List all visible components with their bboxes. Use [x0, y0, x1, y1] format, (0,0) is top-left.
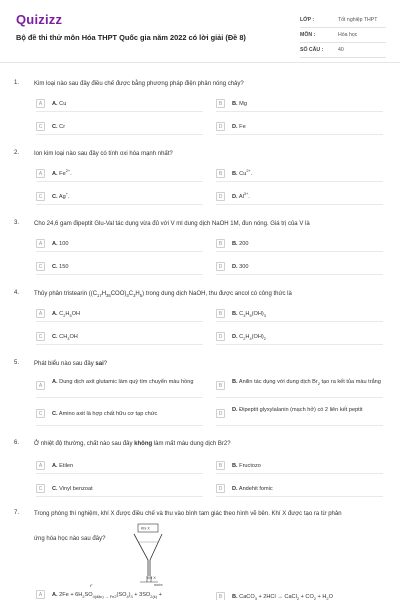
option-a-text: A. $2Fe + 6H_2SO_{4(đặc) \to Fe2}(SO_4)_3 + 3SO_{2(k)}$ + — [52, 592, 162, 600]
option-a-text: Dung dịch axit glutamic làm quỳ tím chuyển màu hồng — [59, 379, 194, 385]
option-letter: C. — [52, 264, 58, 270]
option-b-checkbox[interactable]: B — [216, 239, 225, 248]
option-d-text: Fe — [239, 124, 246, 130]
option-c-checkbox[interactable]: C — [36, 122, 45, 131]
option-b[interactable] — [216, 238, 383, 252]
option-c[interactable] — [36, 191, 203, 205]
question-text: Ion kim loại nào sau đây có tính oxi hóa mạnh nhất? — [34, 151, 173, 157]
option-b-checkbox[interactable]: B — [216, 99, 225, 108]
option-a-checkbox[interactable]: A — [36, 461, 45, 470]
question-number: 3. — [14, 220, 20, 226]
option-c-text: 150 — [59, 264, 69, 270]
document-title: Bộ đề thi thử môn Hóa THPT Quốc gia năm 2022 có lời giải (Đề 8) — [16, 33, 246, 42]
meta-class-row — [300, 14, 386, 28]
option-d-text: D. $C_2H_4(OH)_2$ — [232, 334, 266, 342]
meta-count-row — [300, 44, 386, 58]
option-a-checkbox[interactable]: A — [36, 239, 45, 248]
option-a[interactable] — [36, 376, 203, 398]
flask-outline — [134, 534, 162, 576]
question-text-line2: ứng hóa học nào sau đây? — [34, 536, 106, 542]
option-c-text: Amino axit là hợp chất hữu cơ tạp chức — [58, 411, 158, 417]
option-letter: C. — [52, 486, 58, 492]
gas-label-bottom: Khí X — [147, 576, 156, 580]
option-a-checkbox[interactable]: A — [36, 169, 45, 178]
option-d[interactable] — [216, 261, 383, 275]
option-a-checkbox[interactable]: A — [36, 590, 45, 599]
option-b-text: Fructozo — [239, 463, 261, 469]
option-d[interactable] — [216, 404, 383, 426]
meta-subject-row — [300, 29, 386, 43]
option-b-checkbox[interactable]: B — [216, 309, 225, 318]
option-d-checkbox[interactable]: D — [216, 262, 225, 271]
option-a[interactable] — [36, 308, 203, 322]
meta-class-label: LỚP : — [300, 17, 315, 23]
meta-count-label: SỐ CÂU : — [300, 47, 324, 53]
option-letter: B. — [232, 379, 238, 385]
option-d-text: Al — [238, 194, 244, 200]
option-c-checkbox[interactable]: C — [36, 332, 45, 341]
option-c-checkbox[interactable]: C — [36, 192, 45, 201]
option-letter: A. — [52, 241, 58, 247]
option-d[interactable] — [216, 121, 383, 135]
option-letter: A. — [52, 101, 58, 107]
question-number: 1. — [14, 80, 20, 86]
question-number: 7. — [14, 510, 20, 516]
option-d-checkbox[interactable]: D — [216, 484, 225, 493]
option-a[interactable] — [36, 168, 203, 182]
option-c-text: C. $CH_3OH$ — [52, 334, 78, 342]
option-letter: A. — [52, 379, 58, 385]
option-letter: C. — [52, 411, 58, 417]
option-letter: A. — [52, 171, 58, 177]
option-b-checkbox[interactable]: B — [216, 461, 225, 470]
option-letter: B. — [232, 463, 238, 469]
option-d-text: 300 — [239, 264, 249, 270]
meta-subject-label: MÔN : — [300, 32, 316, 38]
option-c[interactable] — [36, 404, 203, 426]
question-number: 5. — [14, 360, 20, 366]
option-c-text: Cr — [59, 124, 66, 130]
question-7-option-a[interactable] — [36, 589, 203, 600]
question-text: Phát biểu nào sau đây sai? — [34, 361, 108, 367]
option-letter: D. — [232, 124, 238, 130]
option-a-text: 100 — [59, 241, 69, 247]
option-letter: B. — [232, 101, 238, 107]
option-b-tail: . — [250, 171, 253, 177]
option-a-checkbox[interactable]: A — [36, 99, 45, 108]
meta-count-value: 40 — [338, 47, 344, 53]
header-divider — [0, 62, 400, 63]
option-b-checkbox[interactable]: B — [216, 381, 225, 390]
option-a-text: Etilen — [59, 463, 74, 469]
option-b-text: Anilin tác dụng với dung dịch Br — [238, 379, 318, 385]
option-d[interactable] — [216, 191, 383, 205]
option-c-tail: . — [67, 194, 70, 200]
option-a[interactable] — [36, 238, 203, 252]
option-a-checkbox[interactable]: A — [36, 309, 45, 318]
option-b[interactable] — [216, 98, 383, 112]
gas-label-top: Khí X — [141, 526, 150, 531]
question-text: Kim loại nào sau đây điều chế được bằng phương pháp điện phân nóng chảy? — [34, 81, 244, 87]
option-c[interactable] — [36, 331, 203, 345]
option-b-checkbox[interactable]: B — [216, 169, 225, 178]
option-letter: D. — [232, 264, 238, 270]
option-d-checkbox[interactable]: D — [216, 409, 225, 418]
option-letter: D. — [232, 407, 238, 413]
option-b-charge: 2+ — [246, 168, 251, 174]
option-letter: A. — [52, 463, 58, 469]
option-c-checkbox[interactable]: C — [36, 484, 45, 493]
question-text: Cho 24,6 gam đipeptit Glu-Val tác dụng vừa đủ với V ml dung dịch NaOH 1M, đun nóng. Giá trị của V là — [34, 221, 310, 227]
water-label: nước — [154, 583, 163, 587]
meta-subject-value: Hóa học — [338, 32, 358, 38]
option-c[interactable] — [36, 261, 203, 275]
option-b-text: Cu — [239, 171, 247, 177]
option-a-checkbox[interactable]: A — [36, 381, 45, 390]
question-7-option-b[interactable] — [216, 591, 383, 600]
option-d-checkbox[interactable]: D — [216, 192, 225, 201]
option-d-text: Andehit fomic — [238, 486, 273, 492]
option-d[interactable] — [216, 331, 383, 345]
option-c-checkbox[interactable]: C — [36, 409, 45, 418]
option-d-text: Đipeptit glyxylalanin (mạch hở) có 2 liên kết peptit — [239, 407, 363, 413]
option-letter: D. — [232, 194, 238, 200]
meta-class-value: Tốt nghiệp THPT — [338, 17, 378, 23]
option-b-checkbox[interactable]: B — [216, 592, 225, 600]
quizizz-logo: Quizizz — [16, 12, 63, 27]
option-b-text: B. $C_3H_5(OH)_3$ — [232, 311, 266, 319]
question-text: Thủy phân tristearin $((C_{17}H_{35}COO)_3C_3H_5)$ trong dung dịch NaOH, thu được ancol có công thức là — [34, 291, 292, 299]
option-b-text: B. CaCO$_3$ + 2HCl → CaCl$_2$ + $CO_2 + H_2O$ — [232, 594, 333, 600]
option-c-text: Ag — [58, 194, 66, 200]
option-c[interactable] — [36, 121, 203, 135]
option-b[interactable] — [216, 460, 383, 474]
option-d-charge: 3+ — [243, 191, 249, 197]
option-letter: C. — [52, 194, 58, 200]
option-a[interactable] — [36, 460, 203, 474]
option-letter: C. — [52, 124, 58, 130]
option-d-tail: . — [248, 194, 250, 200]
option-a-charge: 2+ — [65, 168, 71, 174]
question-number: 2. — [14, 150, 20, 156]
option-letter: B. — [232, 241, 238, 247]
option-b-text: Mg — [239, 101, 247, 107]
option-d-checkbox[interactable]: D — [216, 332, 225, 341]
option-c[interactable] — [36, 483, 203, 497]
option-a-tail: . — [70, 171, 72, 177]
option-c-charge: + — [65, 191, 68, 197]
apparatus-figure — [120, 520, 178, 600]
option-a-text: A. $C_2H_5OH$ — [52, 311, 81, 319]
question-number: 4. — [14, 290, 20, 296]
page-header — [0, 0, 400, 62]
heating-mark: t° — [90, 583, 93, 588]
option-b[interactable]: B B. Anilin tác dụng với dung dịch $Br_2$ tạo ra kết tủa màu trắng — [216, 376, 383, 398]
question-text: Ở nhiệt độ thường, chất nào sau đây không làm mất màu dung dịch Br2? — [34, 441, 231, 447]
option-letter: B. — [232, 171, 238, 177]
option-c-checkbox[interactable]: C — [36, 262, 45, 271]
option-a[interactable] — [36, 98, 203, 112]
option-a-text: Cu — [59, 101, 67, 107]
option-letter: D. — [232, 486, 238, 492]
option-b[interactable] — [216, 308, 383, 322]
option-c-text: Vinyl benzoat — [59, 486, 93, 492]
option-d[interactable] — [216, 483, 383, 497]
question-text-line1: Trong phòng thí nghiệm, khí X được điều chế và thu vào bình tam giác theo hình vẽ bên. Khí X được tạo ra từ phản — [34, 511, 342, 517]
option-d-checkbox[interactable]: D — [216, 122, 225, 131]
option-a-text: Fe — [59, 171, 66, 177]
question-number: 6. — [14, 440, 20, 446]
option-b[interactable] — [216, 168, 383, 182]
option-b-text: 200 — [239, 241, 249, 247]
